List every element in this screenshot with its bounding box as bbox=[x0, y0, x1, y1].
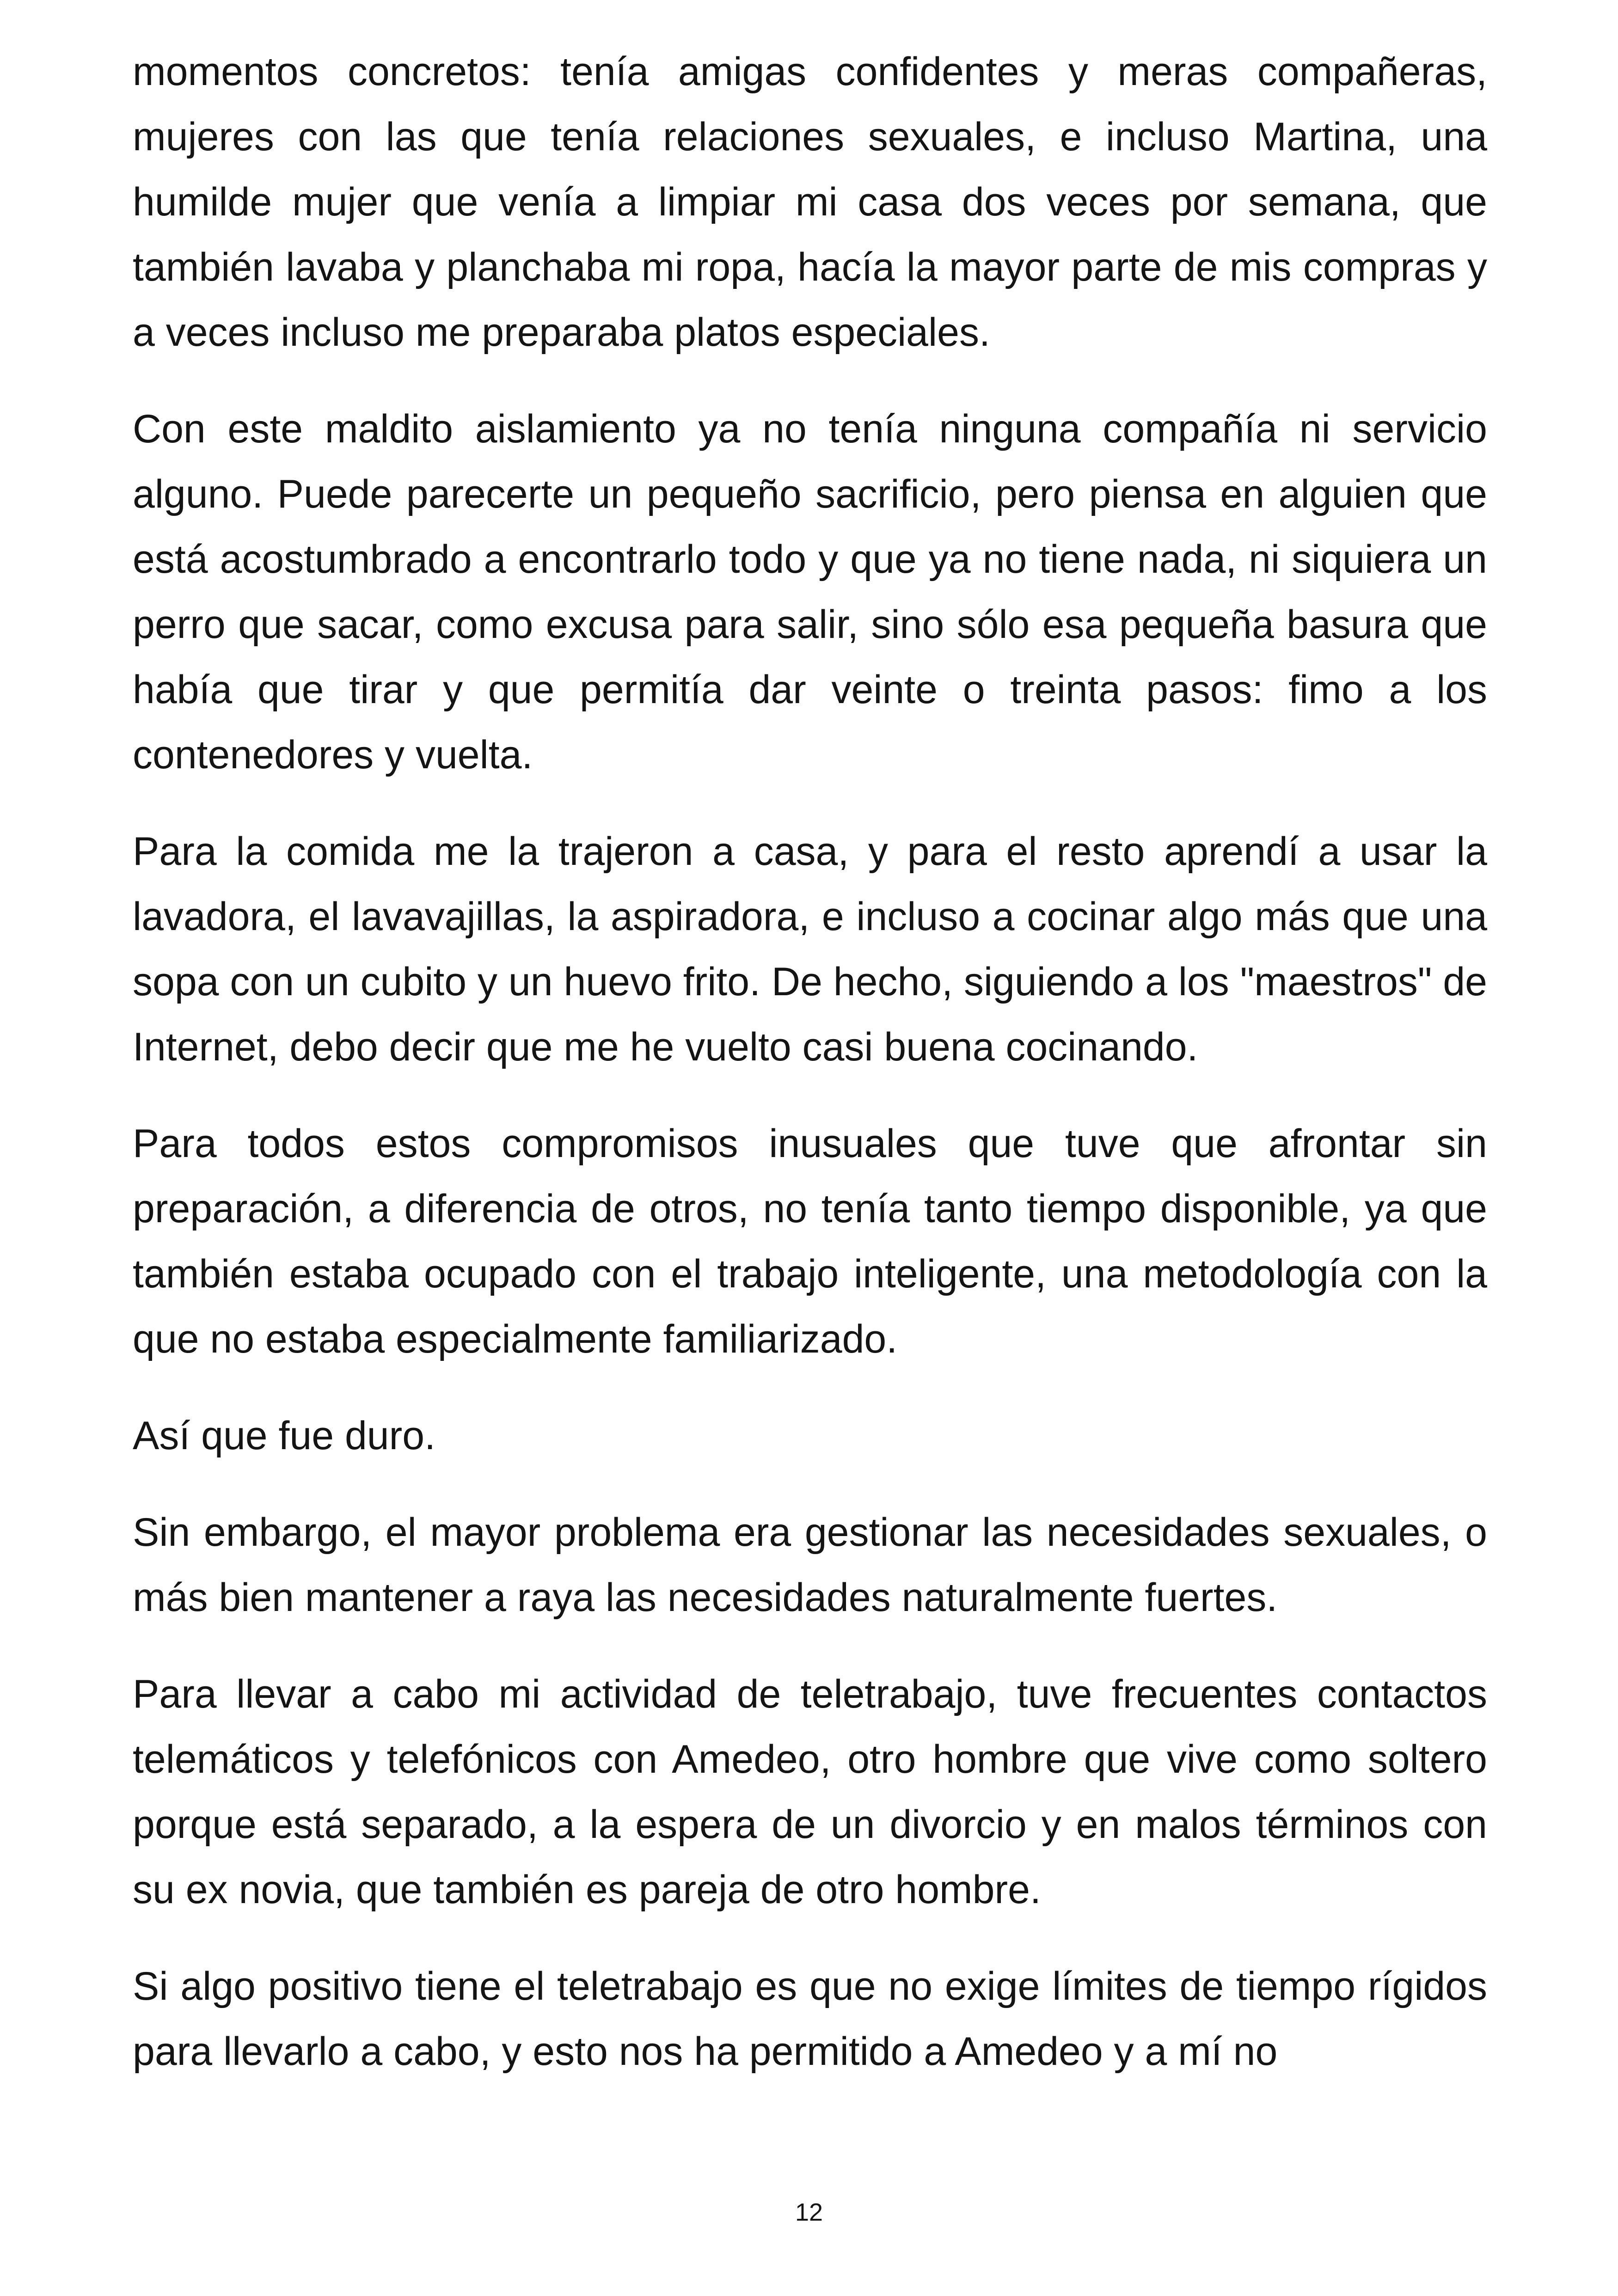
paragraph: Para todos estos compromisos inusuales que tuve que afrontar sin preparación, a diferencia de otros, no tenía tanto tiempo disponible, ya que también estaba ocupado con el trabajo inteligente, una metodología con la que no estaba especialmente familiarizado. bbox=[133, 1121, 1487, 1361]
paragraph: Sin embargo, el mayor problema era gestionar las necesidades sexuales, o más bien mantener a raya las necesidades naturalmente fuertes. bbox=[133, 1510, 1487, 1620]
paragraph: Así que fue duro. bbox=[133, 1414, 435, 1458]
paragraph: Con este maldito aislamiento ya no tenía ninguna compañía ni servicio alguno. Puede parecerte un pequeño sacrificio, pero piensa en alguien que está acostumbrado a encontrarlo todo y que ya no tiene nada, ni siquiera un perro que sacar, como excusa para salir, sino sólo esa pequeña basura que había que tirar y que permitía dar veinte o treinta pasos: fimo a los contenedores y vuelta. bbox=[133, 407, 1487, 777]
paragraph: Para la comida me la trajeron a casa, y para el resto aprendí a usar la lavadora, el lavavajillas, la aspiradora, e incluso a cocinar algo más que una sopa con un cubito y un huevo frito. De hecho, siguiendo a los "maestros" de Internet, debo decir que me he vuelto casi buena cocinando. bbox=[133, 829, 1487, 1069]
page-number: 12 bbox=[795, 2198, 823, 2226]
paragraph: Para llevar a cabo mi actividad de teletrabajo, tuve frecuentes contactos telemáticos y telefónicos con Amedeo, otro hombre que vive como soltero porque está separado, a la espera de un divorcio y en malos términos con su ex novia, que también es pareja de otro hombre. bbox=[133, 1672, 1487, 1912]
body-text bbox=[133, 39, 1487, 2116]
paragraph: Si algo positivo tiene el teletrabajo es que no exige límites de tiempo rígidos para llevarlo a cabo, y esto nos ha permitido a Amedeo y a mí no bbox=[133, 1964, 1487, 2074]
paragraph: momentos concretos: tenía amigas confidentes y meras compañeras, mujeres con las que tenía relaciones sexuales, e incluso Martina, una humilde mujer que venía a limpiar mi casa dos veces por semana, que también lavaba y planchaba mi ropa, hacía la mayor parte de mis compras y a veces incluso me preparaba platos especiales. bbox=[133, 49, 1487, 355]
